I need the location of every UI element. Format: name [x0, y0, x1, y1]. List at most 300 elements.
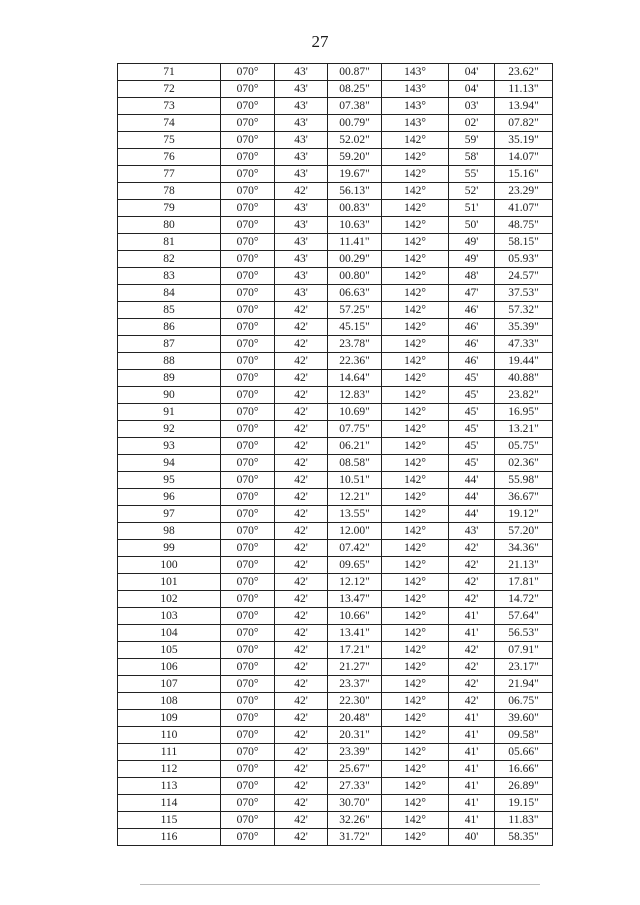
point-number-cell: 111	[118, 744, 221, 761]
lat-seconds-cell: 12.83"	[328, 387, 382, 404]
lat-seconds-cell: 00.79"	[328, 115, 382, 132]
table-row	[118, 387, 553, 404]
point-number-cell: 108	[118, 693, 221, 710]
lat-minutes-cell: 42'	[275, 455, 328, 472]
table-row	[118, 200, 553, 217]
lat-minutes-cell: 42'	[275, 336, 328, 353]
table-row	[118, 540, 553, 557]
table-row	[118, 268, 553, 285]
coordinates-table	[117, 63, 553, 846]
table-row	[118, 744, 553, 761]
lon-minutes-cell: 51'	[449, 200, 495, 217]
point-number-cell: 105	[118, 642, 221, 659]
lat-minutes-cell: 43'	[275, 200, 328, 217]
table-row	[118, 574, 553, 591]
point-number-cell: 74	[118, 115, 221, 132]
lat-seconds-cell: 22.30"	[328, 693, 382, 710]
lat-minutes-cell: 42'	[275, 421, 328, 438]
lon-degrees-cell: 143°	[382, 64, 449, 81]
lat-seconds-cell: 06.21"	[328, 438, 382, 455]
lon-degrees-cell: 142°	[382, 370, 449, 387]
lon-minutes-cell: 46'	[449, 319, 495, 336]
lat-degrees-cell: 070°	[221, 523, 275, 540]
lon-degrees-cell: 142°	[382, 693, 449, 710]
lat-seconds-cell: 07.42"	[328, 540, 382, 557]
lat-minutes-cell: 42'	[275, 404, 328, 421]
lat-minutes-cell: 42'	[275, 183, 328, 200]
lon-degrees-cell: 142°	[382, 438, 449, 455]
lon-degrees-cell: 142°	[382, 506, 449, 523]
point-number-cell: 73	[118, 98, 221, 115]
lon-degrees-cell: 142°	[382, 829, 449, 846]
table-row	[118, 285, 553, 302]
lon-seconds-cell: 58.15"	[495, 234, 553, 251]
lat-degrees-cell: 070°	[221, 659, 275, 676]
table-row	[118, 829, 553, 846]
point-number-cell: 87	[118, 336, 221, 353]
table-row	[118, 149, 553, 166]
lat-degrees-cell: 070°	[221, 81, 275, 98]
lat-seconds-cell: 10.66"	[328, 608, 382, 625]
lat-minutes-cell: 42'	[275, 625, 328, 642]
lat-degrees-cell: 070°	[221, 727, 275, 744]
lon-minutes-cell: 44'	[449, 472, 495, 489]
lon-degrees-cell: 142°	[382, 727, 449, 744]
lon-seconds-cell: 05.75"	[495, 438, 553, 455]
point-number-cell: 76	[118, 149, 221, 166]
lon-minutes-cell: 04'	[449, 64, 495, 81]
lon-seconds-cell: 35.39"	[495, 319, 553, 336]
point-number-cell: 97	[118, 506, 221, 523]
lon-degrees-cell: 142°	[382, 404, 449, 421]
lon-degrees-cell: 142°	[382, 489, 449, 506]
lon-degrees-cell: 142°	[382, 217, 449, 234]
lon-seconds-cell: 06.75"	[495, 693, 553, 710]
point-number-cell: 107	[118, 676, 221, 693]
lon-degrees-cell: 142°	[382, 472, 449, 489]
lat-degrees-cell: 070°	[221, 302, 275, 319]
lon-degrees-cell: 142°	[382, 234, 449, 251]
lat-degrees-cell: 070°	[221, 370, 275, 387]
lat-seconds-cell: 31.72"	[328, 829, 382, 846]
lat-degrees-cell: 070°	[221, 353, 275, 370]
coordinates-table-body	[118, 64, 553, 846]
table-row	[118, 591, 553, 608]
lon-degrees-cell: 142°	[382, 353, 449, 370]
lat-degrees-cell: 070°	[221, 115, 275, 132]
lon-degrees-cell: 142°	[382, 166, 449, 183]
lon-minutes-cell: 59'	[449, 132, 495, 149]
table-row	[118, 676, 553, 693]
lat-seconds-cell: 32.26"	[328, 812, 382, 829]
lon-seconds-cell: 57.20"	[495, 523, 553, 540]
point-number-cell: 115	[118, 812, 221, 829]
table-row	[118, 302, 553, 319]
lon-seconds-cell: 57.64"	[495, 608, 553, 625]
lat-degrees-cell: 070°	[221, 404, 275, 421]
lon-seconds-cell: 23.82"	[495, 387, 553, 404]
lat-minutes-cell: 42'	[275, 659, 328, 676]
table-row	[118, 795, 553, 812]
lat-seconds-cell: 00.87"	[328, 64, 382, 81]
lon-minutes-cell: 41'	[449, 744, 495, 761]
lat-degrees-cell: 070°	[221, 251, 275, 268]
lat-seconds-cell: 17.21"	[328, 642, 382, 659]
table-row	[118, 251, 553, 268]
point-number-cell: 71	[118, 64, 221, 81]
lat-degrees-cell: 070°	[221, 710, 275, 727]
point-number-cell: 75	[118, 132, 221, 149]
lat-seconds-cell: 10.69"	[328, 404, 382, 421]
point-number-cell: 100	[118, 557, 221, 574]
lon-degrees-cell: 142°	[382, 336, 449, 353]
lon-seconds-cell: 37.53"	[495, 285, 553, 302]
lon-degrees-cell: 142°	[382, 625, 449, 642]
lat-degrees-cell: 070°	[221, 387, 275, 404]
lat-minutes-cell: 42'	[275, 557, 328, 574]
point-number-cell: 102	[118, 591, 221, 608]
point-number-cell: 86	[118, 319, 221, 336]
point-number-cell: 101	[118, 574, 221, 591]
point-number-cell: 92	[118, 421, 221, 438]
lat-degrees-cell: 070°	[221, 438, 275, 455]
lat-seconds-cell: 23.39"	[328, 744, 382, 761]
lat-seconds-cell: 07.75"	[328, 421, 382, 438]
lon-degrees-cell: 142°	[382, 574, 449, 591]
lon-minutes-cell: 45'	[449, 404, 495, 421]
lon-seconds-cell: 13.21"	[495, 421, 553, 438]
lon-seconds-cell: 07.82"	[495, 115, 553, 132]
lon-seconds-cell: 16.95"	[495, 404, 553, 421]
lat-minutes-cell: 43'	[275, 166, 328, 183]
lon-seconds-cell: 36.67"	[495, 489, 553, 506]
lat-seconds-cell: 27.33"	[328, 778, 382, 795]
lat-seconds-cell: 10.63"	[328, 217, 382, 234]
point-number-cell: 103	[118, 608, 221, 625]
point-number-cell: 84	[118, 285, 221, 302]
lat-seconds-cell: 22.36"	[328, 353, 382, 370]
point-number-cell: 116	[118, 829, 221, 846]
lon-seconds-cell: 14.07"	[495, 149, 553, 166]
lat-minutes-cell: 42'	[275, 795, 328, 812]
lon-minutes-cell: 45'	[449, 438, 495, 455]
lon-minutes-cell: 41'	[449, 608, 495, 625]
lon-minutes-cell: 45'	[449, 421, 495, 438]
lon-minutes-cell: 42'	[449, 557, 495, 574]
lat-seconds-cell: 57.25"	[328, 302, 382, 319]
point-number-cell: 88	[118, 353, 221, 370]
table-row	[118, 183, 553, 200]
lon-degrees-cell: 142°	[382, 642, 449, 659]
lon-minutes-cell: 48'	[449, 268, 495, 285]
lat-degrees-cell: 070°	[221, 625, 275, 642]
lat-minutes-cell: 42'	[275, 523, 328, 540]
lat-seconds-cell: 08.25"	[328, 81, 382, 98]
lat-seconds-cell: 11.41"	[328, 234, 382, 251]
table-row	[118, 98, 553, 115]
table-row	[118, 234, 553, 251]
lon-seconds-cell: 05.66"	[495, 744, 553, 761]
lat-minutes-cell: 43'	[275, 217, 328, 234]
lon-minutes-cell: 42'	[449, 693, 495, 710]
lat-minutes-cell: 43'	[275, 285, 328, 302]
lon-degrees-cell: 142°	[382, 183, 449, 200]
lon-seconds-cell: 48.75"	[495, 217, 553, 234]
lon-degrees-cell: 142°	[382, 557, 449, 574]
lon-minutes-cell: 45'	[449, 455, 495, 472]
lon-seconds-cell: 57.32"	[495, 302, 553, 319]
lon-minutes-cell: 45'	[449, 370, 495, 387]
lon-degrees-cell: 142°	[382, 795, 449, 812]
lon-minutes-cell: 42'	[449, 591, 495, 608]
table-row	[118, 319, 553, 336]
lon-degrees-cell: 142°	[382, 285, 449, 302]
lon-minutes-cell: 41'	[449, 812, 495, 829]
lat-minutes-cell: 42'	[275, 574, 328, 591]
lat-seconds-cell: 52.02"	[328, 132, 382, 149]
lon-seconds-cell: 05.93"	[495, 251, 553, 268]
lat-degrees-cell: 070°	[221, 574, 275, 591]
lon-minutes-cell: 03'	[449, 98, 495, 115]
lat-minutes-cell: 42'	[275, 506, 328, 523]
lat-minutes-cell: 42'	[275, 778, 328, 795]
lat-degrees-cell: 070°	[221, 268, 275, 285]
table-row	[118, 81, 553, 98]
lat-seconds-cell: 23.78"	[328, 336, 382, 353]
point-number-cell: 91	[118, 404, 221, 421]
lat-seconds-cell: 25.67"	[328, 761, 382, 778]
lon-seconds-cell: 21.13"	[495, 557, 553, 574]
lon-minutes-cell: 50'	[449, 217, 495, 234]
lat-minutes-cell: 42'	[275, 710, 328, 727]
lon-minutes-cell: 49'	[449, 234, 495, 251]
table-row	[118, 115, 553, 132]
lon-minutes-cell: 44'	[449, 489, 495, 506]
lon-minutes-cell: 42'	[449, 642, 495, 659]
table-row	[118, 455, 553, 472]
point-number-cell: 114	[118, 795, 221, 812]
lon-degrees-cell: 142°	[382, 540, 449, 557]
lat-degrees-cell: 070°	[221, 149, 275, 166]
lat-minutes-cell: 43'	[275, 115, 328, 132]
lat-minutes-cell: 42'	[275, 761, 328, 778]
lat-degrees-cell: 070°	[221, 744, 275, 761]
lon-minutes-cell: 58'	[449, 149, 495, 166]
lat-seconds-cell: 13.55"	[328, 506, 382, 523]
lon-seconds-cell: 58.35"	[495, 829, 553, 846]
lat-seconds-cell: 30.70"	[328, 795, 382, 812]
lat-minutes-cell: 43'	[275, 132, 328, 149]
lon-seconds-cell: 02.36"	[495, 455, 553, 472]
lon-minutes-cell: 47'	[449, 285, 495, 302]
lat-seconds-cell: 07.38"	[328, 98, 382, 115]
lon-degrees-cell: 142°	[382, 523, 449, 540]
lat-seconds-cell: 20.48"	[328, 710, 382, 727]
lon-seconds-cell: 13.94"	[495, 98, 553, 115]
lat-degrees-cell: 070°	[221, 183, 275, 200]
lat-minutes-cell: 43'	[275, 149, 328, 166]
table-row	[118, 727, 553, 744]
point-number-cell: 99	[118, 540, 221, 557]
lat-seconds-cell: 45.15"	[328, 319, 382, 336]
lon-degrees-cell: 142°	[382, 812, 449, 829]
lon-degrees-cell: 142°	[382, 591, 449, 608]
lat-minutes-cell: 42'	[275, 608, 328, 625]
table-row	[118, 132, 553, 149]
lat-seconds-cell: 20.31"	[328, 727, 382, 744]
lon-seconds-cell: 11.83"	[495, 812, 553, 829]
lon-degrees-cell: 142°	[382, 676, 449, 693]
table-row	[118, 523, 553, 540]
table-row	[118, 608, 553, 625]
lat-degrees-cell: 070°	[221, 608, 275, 625]
lat-seconds-cell: 21.27"	[328, 659, 382, 676]
lon-degrees-cell: 143°	[382, 98, 449, 115]
lat-minutes-cell: 42'	[275, 370, 328, 387]
lon-degrees-cell: 142°	[382, 200, 449, 217]
lon-seconds-cell: 16.66"	[495, 761, 553, 778]
lat-degrees-cell: 070°	[221, 421, 275, 438]
lat-degrees-cell: 070°	[221, 200, 275, 217]
lon-seconds-cell: 35.19"	[495, 132, 553, 149]
lat-degrees-cell: 070°	[221, 778, 275, 795]
page-number: 27	[311, 32, 329, 51]
lon-seconds-cell: 23.17"	[495, 659, 553, 676]
lon-seconds-cell: 24.57"	[495, 268, 553, 285]
lon-seconds-cell: 15.16"	[495, 166, 553, 183]
table-row	[118, 64, 553, 81]
lon-minutes-cell: 41'	[449, 761, 495, 778]
lat-seconds-cell: 00.83"	[328, 200, 382, 217]
table-row	[118, 370, 553, 387]
lon-degrees-cell: 142°	[382, 744, 449, 761]
lat-minutes-cell: 42'	[275, 727, 328, 744]
lat-degrees-cell: 070°	[221, 693, 275, 710]
lon-degrees-cell: 143°	[382, 81, 449, 98]
lon-degrees-cell: 142°	[382, 608, 449, 625]
lat-degrees-cell: 070°	[221, 812, 275, 829]
lon-minutes-cell: 40'	[449, 829, 495, 846]
lon-degrees-cell: 142°	[382, 761, 449, 778]
point-number-cell: 95	[118, 472, 221, 489]
lat-degrees-cell: 070°	[221, 64, 275, 81]
lon-minutes-cell: 04'	[449, 81, 495, 98]
lat-seconds-cell: 12.21"	[328, 489, 382, 506]
lat-degrees-cell: 070°	[221, 557, 275, 574]
lat-seconds-cell: 00.29"	[328, 251, 382, 268]
lat-minutes-cell: 42'	[275, 472, 328, 489]
lon-minutes-cell: 02'	[449, 115, 495, 132]
lon-minutes-cell: 42'	[449, 676, 495, 693]
lat-minutes-cell: 42'	[275, 489, 328, 506]
table-row	[118, 404, 553, 421]
point-number-cell: 113	[118, 778, 221, 795]
table-row	[118, 506, 553, 523]
lat-degrees-cell: 070°	[221, 336, 275, 353]
lon-seconds-cell: 07.91"	[495, 642, 553, 659]
lat-minutes-cell: 42'	[275, 387, 328, 404]
lat-degrees-cell: 070°	[221, 472, 275, 489]
lon-minutes-cell: 49'	[449, 251, 495, 268]
point-number-cell: 106	[118, 659, 221, 676]
lat-minutes-cell: 42'	[275, 829, 328, 846]
table-row	[118, 438, 553, 455]
lon-minutes-cell: 45'	[449, 387, 495, 404]
lat-minutes-cell: 42'	[275, 438, 328, 455]
lon-minutes-cell: 55'	[449, 166, 495, 183]
table-row	[118, 166, 553, 183]
lon-minutes-cell: 42'	[449, 540, 495, 557]
lat-degrees-cell: 070°	[221, 455, 275, 472]
lon-seconds-cell: 19.15"	[495, 795, 553, 812]
lat-minutes-cell: 42'	[275, 319, 328, 336]
lat-minutes-cell: 42'	[275, 693, 328, 710]
lat-minutes-cell: 42'	[275, 591, 328, 608]
lat-minutes-cell: 42'	[275, 676, 328, 693]
lat-degrees-cell: 070°	[221, 166, 275, 183]
lat-degrees-cell: 070°	[221, 829, 275, 846]
lon-seconds-cell: 26.89"	[495, 778, 553, 795]
lat-seconds-cell: 56.13"	[328, 183, 382, 200]
point-number-cell: 94	[118, 455, 221, 472]
point-number-cell: 83	[118, 268, 221, 285]
lat-seconds-cell: 10.51"	[328, 472, 382, 489]
point-number-cell: 110	[118, 727, 221, 744]
lat-seconds-cell: 00.80"	[328, 268, 382, 285]
point-number-cell: 78	[118, 183, 221, 200]
point-number-cell: 112	[118, 761, 221, 778]
lat-seconds-cell: 23.37"	[328, 676, 382, 693]
lon-degrees-cell: 142°	[382, 778, 449, 795]
point-number-cell: 80	[118, 217, 221, 234]
lon-seconds-cell: 17.81"	[495, 574, 553, 591]
point-number-cell: 82	[118, 251, 221, 268]
lat-degrees-cell: 070°	[221, 540, 275, 557]
lat-minutes-cell: 43'	[275, 98, 328, 115]
lon-degrees-cell: 142°	[382, 387, 449, 404]
table-row	[118, 761, 553, 778]
point-number-cell: 81	[118, 234, 221, 251]
table-row	[118, 778, 553, 795]
lat-minutes-cell: 43'	[275, 234, 328, 251]
table-row	[118, 421, 553, 438]
lon-degrees-cell: 143°	[382, 115, 449, 132]
lat-seconds-cell: 59.20"	[328, 149, 382, 166]
point-number-cell: 77	[118, 166, 221, 183]
lon-degrees-cell: 142°	[382, 132, 449, 149]
lon-degrees-cell: 142°	[382, 455, 449, 472]
lat-seconds-cell: 09.65"	[328, 557, 382, 574]
lat-degrees-cell: 070°	[221, 761, 275, 778]
lon-seconds-cell: 56.53"	[495, 625, 553, 642]
lat-minutes-cell: 43'	[275, 251, 328, 268]
lat-degrees-cell: 070°	[221, 795, 275, 812]
table-row	[118, 353, 553, 370]
point-number-cell: 104	[118, 625, 221, 642]
lon-degrees-cell: 142°	[382, 659, 449, 676]
lon-degrees-cell: 142°	[382, 710, 449, 727]
lon-minutes-cell: 46'	[449, 302, 495, 319]
lat-degrees-cell: 070°	[221, 285, 275, 302]
lat-minutes-cell: 42'	[275, 812, 328, 829]
lat-minutes-cell: 42'	[275, 353, 328, 370]
point-number-cell: 96	[118, 489, 221, 506]
lon-seconds-cell: 40.88"	[495, 370, 553, 387]
table-row	[118, 557, 553, 574]
lat-seconds-cell: 19.67"	[328, 166, 382, 183]
point-number-cell: 89	[118, 370, 221, 387]
lat-degrees-cell: 070°	[221, 642, 275, 659]
